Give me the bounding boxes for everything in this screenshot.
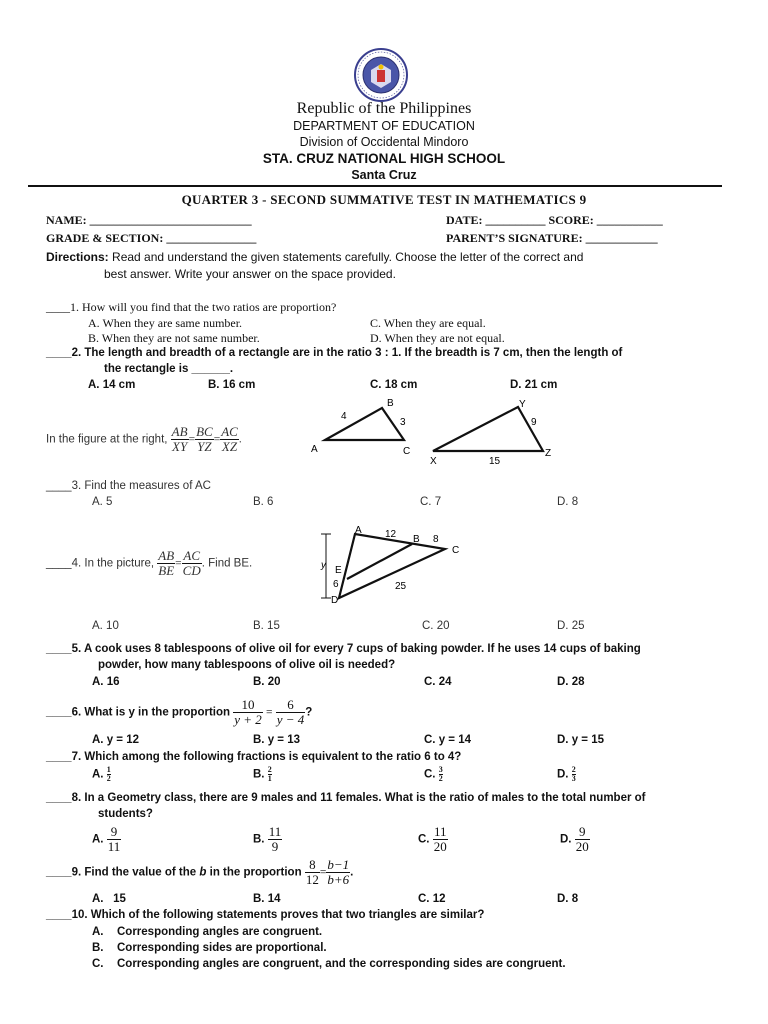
parent-signature-field: PARENT’S SIGNATURE: ____________ bbox=[446, 231, 658, 245]
label-xz: 15 bbox=[489, 456, 501, 467]
q5-choice-a: A. 16 bbox=[92, 676, 120, 688]
q1-choice-a: A. When they are same number. bbox=[88, 316, 243, 330]
q9-choice-c: C. 12 bbox=[418, 893, 446, 905]
label-c: C bbox=[452, 545, 460, 556]
q8-choice-c: C. $\frac{11}{20}$ bbox=[418, 824, 447, 854]
similar-triangles-figure bbox=[305, 393, 575, 468]
q4-text: ____4. In the picture, $\frac{AB}{BE}$ = $\frac{AC}{CD}$ . Find BE. bbox=[46, 548, 253, 578]
q10-text: ____10. Which of the following statements proves that two triangles are similar? bbox=[46, 909, 485, 921]
header-department: DEPARTMENT OF EDUCATION bbox=[293, 119, 475, 133]
q6-choice-b: B. y = 13 bbox=[253, 734, 300, 746]
q7-text: ____7. Which among the following fractions is equivalent to the ratio 6 to 4? bbox=[46, 751, 462, 763]
q5-choice-d: D. 28 bbox=[557, 676, 585, 688]
q7-choice-d: D. $\frac{2}{3}$ bbox=[557, 765, 576, 783]
label-c: C bbox=[403, 446, 411, 457]
ratio-bc-yz: $\frac{BC}{YZ}$ bbox=[196, 424, 213, 454]
q5-line2: powder, how many tablespoons of olive oil is needed? bbox=[98, 659, 396, 671]
test-title: QUARTER 3 - SECOND SUMMATIVE TEST IN MATHEMATICS 9 bbox=[181, 192, 587, 207]
q1-choice-b: B. When they are not same number. bbox=[88, 331, 260, 345]
q3-choice-d: D. 8 bbox=[557, 496, 579, 508]
q8-line2: students? bbox=[98, 808, 153, 820]
fraction-8-over-12: $\frac{8}{12}$ bbox=[305, 857, 319, 887]
q6-choice-a: A. y = 12 bbox=[92, 734, 139, 746]
segment-be bbox=[347, 544, 412, 579]
label-a: A bbox=[355, 525, 362, 536]
label-ab: 12 bbox=[385, 529, 397, 540]
header-republic: Republic of the Philippines bbox=[296, 100, 472, 117]
name-field: NAME: ___________________________ bbox=[46, 213, 252, 227]
q5-choice-b: B. 20 bbox=[253, 676, 281, 688]
q8-choice-b: B. $\frac{11}{9}$ bbox=[253, 824, 282, 854]
label-a: A bbox=[311, 444, 318, 455]
directions-line2: best answer. Write your answer on the space provided. bbox=[104, 267, 396, 281]
q2-choice-d: D. 21 cm bbox=[510, 379, 558, 391]
q2-line1: ____2. The length and breadth of a rectangle are in the ratio 3 : 1. If the breadth is 7 cm, then the length of bbox=[46, 347, 623, 359]
header-town: Santa Cruz bbox=[351, 168, 417, 182]
figure1-caption: In the figure at the right, $\frac{AB}{XY}$ = $\frac{BC}{YZ}$ = $\frac{AC}{XZ}$ . bbox=[46, 424, 242, 454]
q9-choice-d: D. 8 bbox=[557, 893, 579, 905]
header-division: Division of Occidental Mindoro bbox=[299, 135, 469, 149]
directions bbox=[46, 250, 746, 264]
fraction-10-over-y-plus-2: $\frac{10}{y + 2}$ bbox=[234, 697, 262, 727]
q10-choice-a: Corresponding angles are congruent. bbox=[117, 926, 323, 938]
q2-choice-a: A. 14 cm bbox=[88, 379, 136, 391]
q9-choice-a: A. 15 bbox=[92, 893, 126, 905]
q9-choice-b: B. 14 bbox=[253, 893, 281, 905]
q10-choice-a-letter: A. bbox=[92, 926, 104, 938]
q10-choice-c: Corresponding angles are congruent, and the corresponding sides are congruent. bbox=[117, 958, 566, 970]
q4-choice-d: D. 25 bbox=[557, 620, 585, 632]
ratio-ab-be: $\frac{AB}{BE}$ bbox=[158, 548, 175, 578]
q2-choice-c: C. 18 cm bbox=[370, 379, 418, 391]
q2-choice-b: B. 16 cm bbox=[208, 379, 256, 391]
q3-choice-b: B. 6 bbox=[253, 496, 274, 508]
label-y: Y bbox=[519, 399, 526, 410]
label-d: D bbox=[331, 595, 339, 606]
label-e: E bbox=[335, 565, 342, 576]
q1-choice-d: D. When they are not equal. bbox=[370, 331, 505, 345]
q6-choice-d: D. y = 15 bbox=[557, 734, 604, 746]
q5-choice-c: C. 24 bbox=[424, 676, 452, 688]
header-school: STA. CRUZ NATIONAL HIGH SCHOOL bbox=[262, 151, 506, 166]
directions-line1: Read and understand the given statements carefully. Choose the letter of the correct and bbox=[108, 250, 584, 264]
date-score-field: DATE: __________ SCORE: ___________ bbox=[446, 213, 663, 227]
q10-choice-c-letter: C. bbox=[92, 958, 104, 970]
q7-choice-c: C. $\frac{3}{2}$ bbox=[424, 765, 443, 783]
label-dc: 25 bbox=[395, 581, 407, 592]
label-bc: 3 bbox=[400, 417, 406, 428]
q4-choice-b: B. 15 bbox=[253, 620, 280, 632]
q6-choice-c: C. y = 14 bbox=[424, 734, 471, 746]
triangle-xyz bbox=[433, 407, 543, 451]
label-yz: 9 bbox=[531, 417, 537, 428]
label-ab: 4 bbox=[341, 411, 347, 422]
q3-text: ____3. Find the measures of AC bbox=[46, 480, 211, 492]
q8-choice-d: D. $\frac{9}{20}$ bbox=[560, 824, 589, 854]
label-ed: 6 bbox=[333, 579, 339, 590]
deped-seal bbox=[354, 48, 408, 102]
fraction-b-minus-1-over-b-plus-6: $\frac{b-1}{b+6}$ bbox=[327, 857, 350, 887]
ratio-ab-xy: $\frac{AB}{XY}$ bbox=[171, 424, 188, 454]
label-b: B bbox=[413, 534, 420, 545]
q3-choice-c: C. 7 bbox=[420, 496, 442, 508]
q4-choice-c: C. 20 bbox=[422, 620, 450, 632]
label-x: X bbox=[430, 456, 437, 467]
q7-choice-a: A. $\frac{1}{2}$ bbox=[92, 765, 111, 783]
directions-label: Directions: bbox=[46, 250, 109, 264]
label-z: Z bbox=[545, 448, 552, 459]
q8-line1: ____8. In a Geometry class, there are 9 males and 11 females. What is the ratio of males to the total number of bbox=[46, 792, 646, 804]
q5-line1: ____5. A cook uses 8 tablespoons of olive oil for every 7 cups of baking powder. If he uses 14 cups of baking bbox=[46, 643, 641, 655]
fraction-6-over-y-minus-4: $\frac{6}{y - 4}$ bbox=[276, 697, 305, 727]
ratio-ac-xz: $\frac{AC}{XZ}$ bbox=[221, 424, 238, 454]
q6-text: ____6. What is y in the proportion $\frac{10}{y + 2}$ = $\frac{6}{y - 4}$ ? bbox=[46, 697, 313, 727]
q1-choice-c: C. When they are equal. bbox=[370, 316, 486, 330]
triangle-adc bbox=[339, 534, 445, 598]
q7-choice-b: B. $\frac{2}{1}$ bbox=[253, 765, 272, 783]
ratio-ac-cd: $\frac{AC}{CD}$ bbox=[182, 548, 201, 578]
grade-section-field: GRADE & SECTION: _______________ bbox=[46, 231, 257, 245]
q10-choice-b-letter: B. bbox=[92, 942, 104, 954]
q4-choice-a: A. 10 bbox=[92, 620, 119, 632]
triangle-abecd-figure bbox=[315, 522, 475, 608]
label-bc: 8 bbox=[433, 534, 439, 545]
figure1-intro: In the figure at the right, bbox=[46, 433, 168, 446]
label-y: y bbox=[321, 560, 326, 571]
q3-choice-a: A. 5 bbox=[92, 496, 113, 508]
triangle-abc bbox=[325, 408, 404, 440]
header-divider bbox=[28, 185, 722, 187]
q9-text: ____9. Find the value of the b in the proportion $\frac{8}{12}$ = $\frac{b-1}{b+6}$ . bbox=[46, 857, 354, 887]
q2-line2: the rectangle is ______. bbox=[104, 363, 234, 375]
q8-choice-a: A. $\frac{9}{11}$ bbox=[92, 824, 121, 854]
q1-text: ____1. How will you find that the two ratios are proportion? bbox=[46, 300, 337, 314]
q10-choice-b: Corresponding sides are proportional. bbox=[117, 942, 327, 954]
label-b: B bbox=[387, 398, 394, 409]
